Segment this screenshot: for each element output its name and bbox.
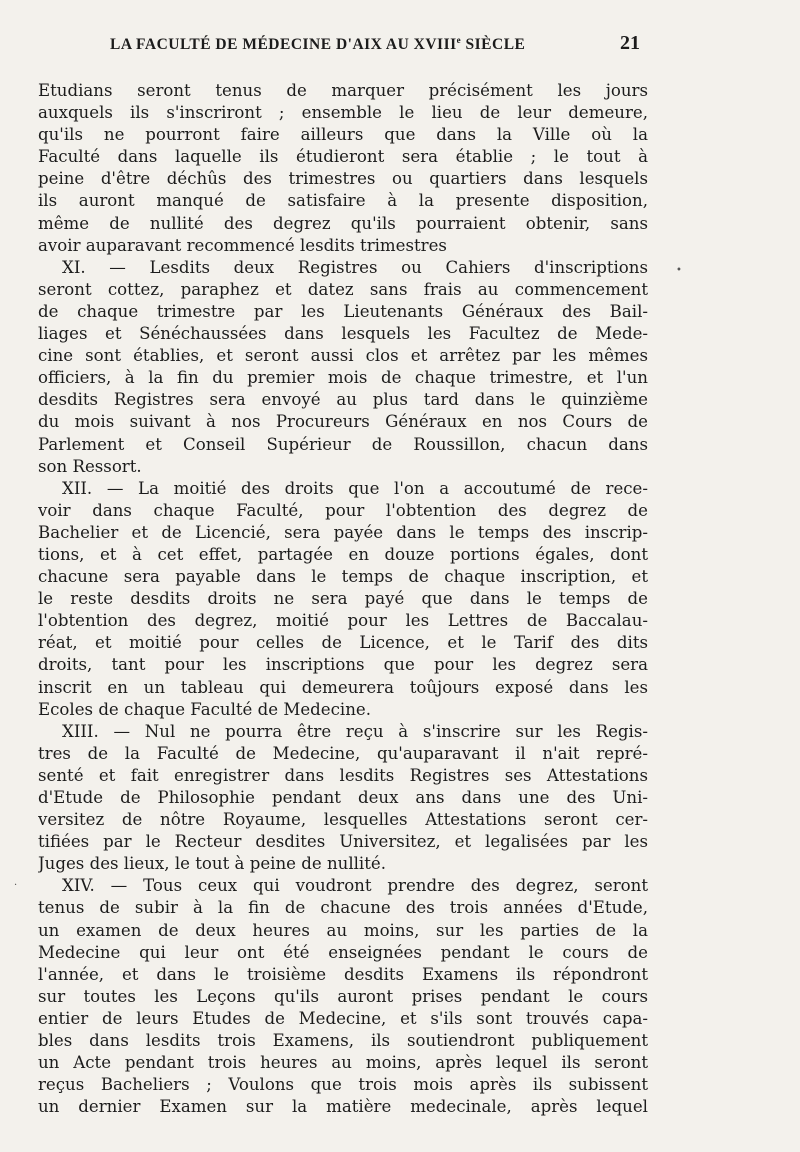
text-line: XIV. — Tous ceux qui voudront prendre des degrez, seront [62, 876, 648, 896]
text-line: seront cottez, paraphez et datez sans frais au commencement [38, 279, 648, 299]
text-line: reçus Bacheliers ; Voulons que trois mois après ils subissent [38, 1075, 648, 1095]
text-line: l'obtention des degrez, moitié pour les Lettres de Baccalau- [38, 611, 648, 631]
text-line: XII. — La moitié des droits que l'on a accoutumé de rece- [62, 478, 648, 498]
margin-dot-mark: • [676, 265, 682, 276]
text-line: Bachelier et de Licencié, sera payée dans le temps des inscrip- [38, 522, 648, 542]
text-line: officiers, à la fin du premier mois de chaque trimestre, et l'un [38, 368, 648, 388]
text-line: un dernier Examen sur la matière medecinale, après lequel [38, 1097, 648, 1117]
running-title: LA FACULTÉ DE MÉDECINE D'AIX AU XVIIIe SIÈCLE [110, 34, 526, 53]
text-line: liages et Sénéchaussées dans lesquels les Facultez de Mede- [38, 324, 648, 344]
text-line: XI. — Lesdits deux Registres ou Cahiers d'inscriptions [62, 257, 648, 277]
text-line: entier de leurs Etudes de Medecine, et s'ils sont trouvés capa- [38, 1008, 648, 1028]
text-line: Faculté dans laquelle ils étudieront sera établie ; le tout à [38, 147, 648, 167]
text-line: tions, et à cet effet, partagée en douze portions égales, dont [38, 544, 648, 564]
text-line: tres de la Faculté de Medecine, qu'auparavant il n'ait repré- [38, 743, 648, 763]
text-line: un examen de deux heures au moins, sur les parties de la [38, 920, 648, 940]
text-line: chacune sera payable dans le temps de chaque inscription, et [38, 567, 648, 587]
text-line: un Acte pendant trois heures au moins, après lequel ils seront [38, 1053, 648, 1073]
text-line: du mois suivant à nos Procureurs Généraux en nos Cours de [38, 412, 648, 432]
text-line: ils auront manqué de satisfaire à la presente disposition, [38, 191, 648, 211]
text-line: versitez de nôtre Royaume, lesquelles Attestations seront cer- [38, 810, 648, 830]
text-line: bles dans lesdits trois Examens, ils soutiendront publiquement [38, 1031, 648, 1051]
text-line: voir dans chaque Faculté, pour l'obtention des degrez de [38, 500, 648, 520]
text-line: même de nullité des degrez qu'ils pourraient obtenir, sans [38, 213, 648, 233]
text-line: droits, tant pour les inscriptions que pour les degrez sera [38, 655, 648, 675]
text-line: inscrit en un tableau qui demeurera toûjours exposé dans les [38, 677, 648, 697]
text-line: Juges des lieux, le tout à peine de nullité. [38, 854, 386, 874]
text-line: qu'ils ne pourront faire ailleurs que dans la Ville où la [38, 125, 648, 145]
text-line: tifiées par le Recteur desdites Universitez, et legalisées par les [38, 832, 648, 852]
text-line: avoir auparavant recommencé lesdits trimestres [38, 235, 447, 255]
article-text [38, 80, 648, 1118]
text-line: Medecine qui leur ont été enseignées pendant le cours de [38, 942, 648, 962]
text-line: le reste desdits droits ne sera payé que dans le temps de [38, 589, 648, 609]
text-line: Ecoles de chaque Faculté de Medecine. [38, 699, 371, 719]
margin-dot-mark: · [14, 880, 18, 891]
text-line: senté et fait enregistrer dans lesdits Registres ses Attestations [38, 765, 648, 785]
text-line: auxquels ils s'inscriront ; ensemble le lieu de leur demeure, [38, 103, 648, 123]
text-line: réat, et moitié pour celles de Licence, et le Tarif des dits [38, 633, 648, 653]
text-line: d'Etude de Philosophie pendant deux ans dans une des Uni- [38, 788, 648, 807]
text-line: l'année, et dans le troisième desdits Examens ils répondront [38, 964, 648, 984]
text-line: Parlement et Conseil Supérieur de Roussillon, chacun dans [38, 434, 648, 454]
text-line: son Ressort. [38, 456, 142, 476]
text-line: XIII. — Nul ne pourra être reçu à s'inscrire sur les Regis- [62, 721, 648, 741]
text-line: de chaque trimestre par les Lieutenants Généraux des Bail- [38, 301, 648, 321]
text-line: tenus de subir à la fin de chacune des trois années d'Etude, [38, 898, 648, 918]
text-line: Etudians seront tenus de marquer précisément les jours [38, 81, 648, 100]
running-header [110, 32, 640, 55]
text-line: peine d'être déchûs des trimestres ou quartiers dans lesquels [38, 169, 648, 189]
page-number: 21 [620, 32, 640, 54]
text-line: desdits Registres sera envoyé au plus tard dans le quinzième [38, 390, 648, 410]
text-line: sur toutes les Leçons qu'ils auront prises pendant le cours [38, 986, 648, 1006]
text-line: cine sont établies, et seront aussi clos et arrêtez par les mêmes [38, 346, 648, 366]
